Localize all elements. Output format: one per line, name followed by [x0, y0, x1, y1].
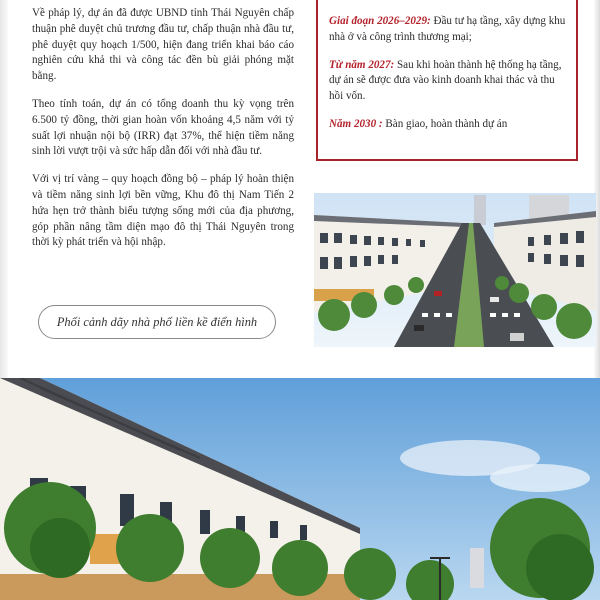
paragraph-revenue: Theo tính toán, dự án có tổng doanh thu kỳ vọng trên 6.500 tỷ đồng, thời gian hoàn vốn khoảng 4,5 năm với tỷ suất lợi nhuận nội bộ (IRR) đạt 37%, thể hiện tiềm năng sinh lời vượt trội và sức hấp dẫn đối với nhà đầu tư. [32, 97, 294, 158]
townhouse-hero-image [0, 378, 600, 600]
timeline-item-handover [329, 117, 566, 133]
timeline-text: Sau khi hoàn thành hệ thống hạ tầng, dự án sẽ được đưa vào kinh doanh khai thác và thu hồi vốn. [329, 58, 562, 103]
timeline-text: Đầu tư hạ tầng, xây dựng khu nhà ở và công trình thương mại; [329, 15, 566, 43]
timeline-label: Giai đoạn 2026–2029: [329, 15, 431, 27]
timeline-item-phase [329, 14, 566, 46]
paragraph-legal: Về pháp lý, dự án đã được UBND tỉnh Thái Nguyên chấp thuận phê duyệt chủ trương đầu tư, chấp thuận nhà đầu tư, phê duyệt quy hoạch 1/500, hiện đang triển khai báo cáo nghiên cứu khả thi và công tác đền bù giải phóng mặt bằng. [32, 7, 294, 83]
street-rendering-image [314, 193, 596, 347]
timeline-label: Năm 2030 : [329, 117, 383, 130]
left-text-column [32, 6, 294, 263]
paragraph-location: Với vị trí vàng – quy hoạch đồng bộ – pháp lý hoàn thiện và tiềm năng sinh lợi bền vững, Khu đô thị Nam Tiến 2 hứa hẹn trở thành biểu tượng sống mới của địa phương, góp phần nâng tầm diện mạo đô thị Thái Nguyên trong thời kỳ phát triển và hội nhập. [32, 173, 294, 249]
timeline-text: Bàn giao, hoàn thành dự án [382, 117, 508, 130]
timeline-item-operation [329, 58, 566, 105]
timeline-label: Từ năm 2027: [329, 58, 395, 71]
timeline-box [316, 0, 578, 161]
image-caption: Phối cảnh dãy nhà phố liền kề điển hình [38, 305, 276, 339]
page-edge-left [0, 0, 8, 378]
